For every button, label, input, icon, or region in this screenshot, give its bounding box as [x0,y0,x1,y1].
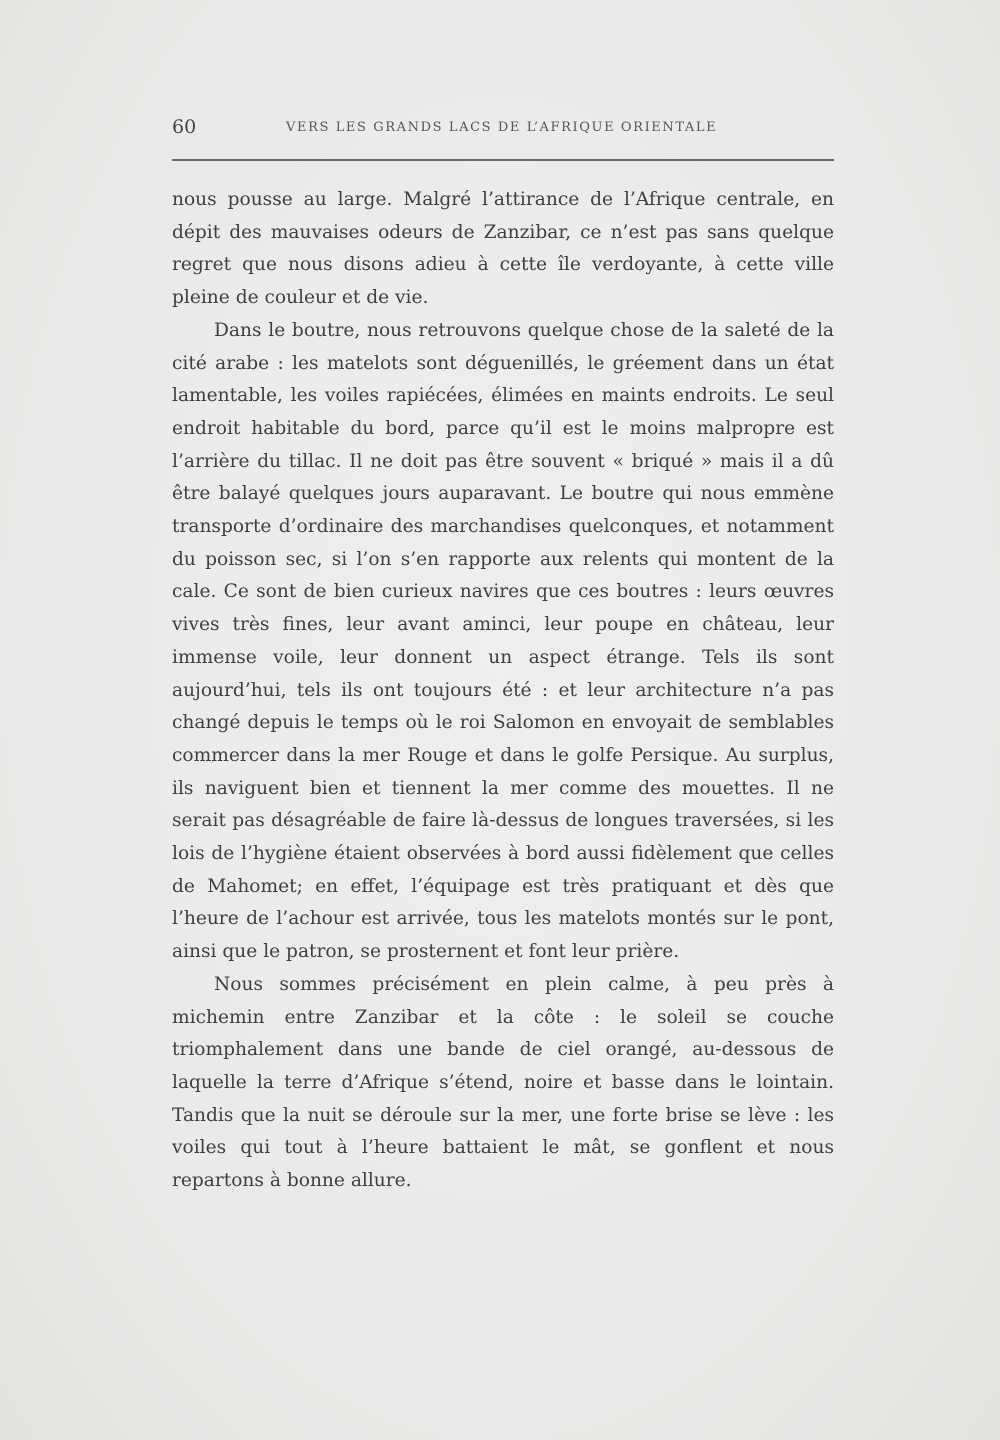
body-text [172,184,834,1198]
paragraph-2: Dans le boutre, nous retrouvons quelque chose de la saleté de la cité arabe : les matelots sont déguenillés, le gréement dans un état lamentable, les voiles rapiécées, élimées en maints endroits. Le seul endroit habitable du bord, parce qu’il est le moins malpropre est l’arrière du tillac. Il ne doit pas être souvent « briqué » mais il a dû être balayé quelques jours auparavant. Le boutre qui nous emmène transporte d’ordinaire des marchandises quelconques, et notamment du poisson sec, si l’on s’en rapporte aux relents qui montent de la cale. Ce sont de bien curieux navires que ces boutres : leurs œuvres vives très fines, leur avant aminci, leur poupe en château, leur immense voile, leur donnent un aspect étrange. Tels ils sont aujourd’hui, tels ils ont toujours été : et leur architecture n’a pas changé depuis le temps où le roi Salomon en envoyait de semblables commercer dans la mer Rouge et dans le golfe Persique. Au surplus, ils naviguent bien et tiennent la mer comme des mouettes. Il ne serait pas désagréable de faire là-dessus de longues traversées, si les lois de l’hygiène étaient observées à bord aussi fidèlement que celles de Mahomet; en effet, l’équipage est très pratiquant et dès que l’heure de l’achour est arrivée, tous les matelots montés sur le pont, ainsi que le patron, se prosternent et font leur prière. [172,319,834,963]
paragraph-3: Nous sommes précisément en plein calme, à peu près à michemin entre Zanzibar et la côte : le soleil se couche triomphalement dans une bande de ciel orangé, au-dessous de laquelle la terre d’Afrique s’étend, noire et basse dans le lointain. Tandis que la nuit se déroule sur la mer, une forte brise se lève : les voiles qui tout à l’heure battaient le mât, se gonflent et nous repartons à bonne allure. [172,973,834,1192]
paragraph-1: nous pousse au large. Malgré l’attirance de l’Afrique centrale, en dépit des mauvaises odeurs de Zanzibar, ce n’est pas sans quelque regret que nous disons adieu à cette île verdoyante, à cette ville pleine de couleur et de vie. [172,189,834,309]
page-header [172,116,834,146]
page-number: 60 [172,116,197,138]
header-rule [172,159,834,161]
running-title: VERS LES GRANDS LACS DE L’AFRIQUE ORIENTALE [286,120,718,135]
